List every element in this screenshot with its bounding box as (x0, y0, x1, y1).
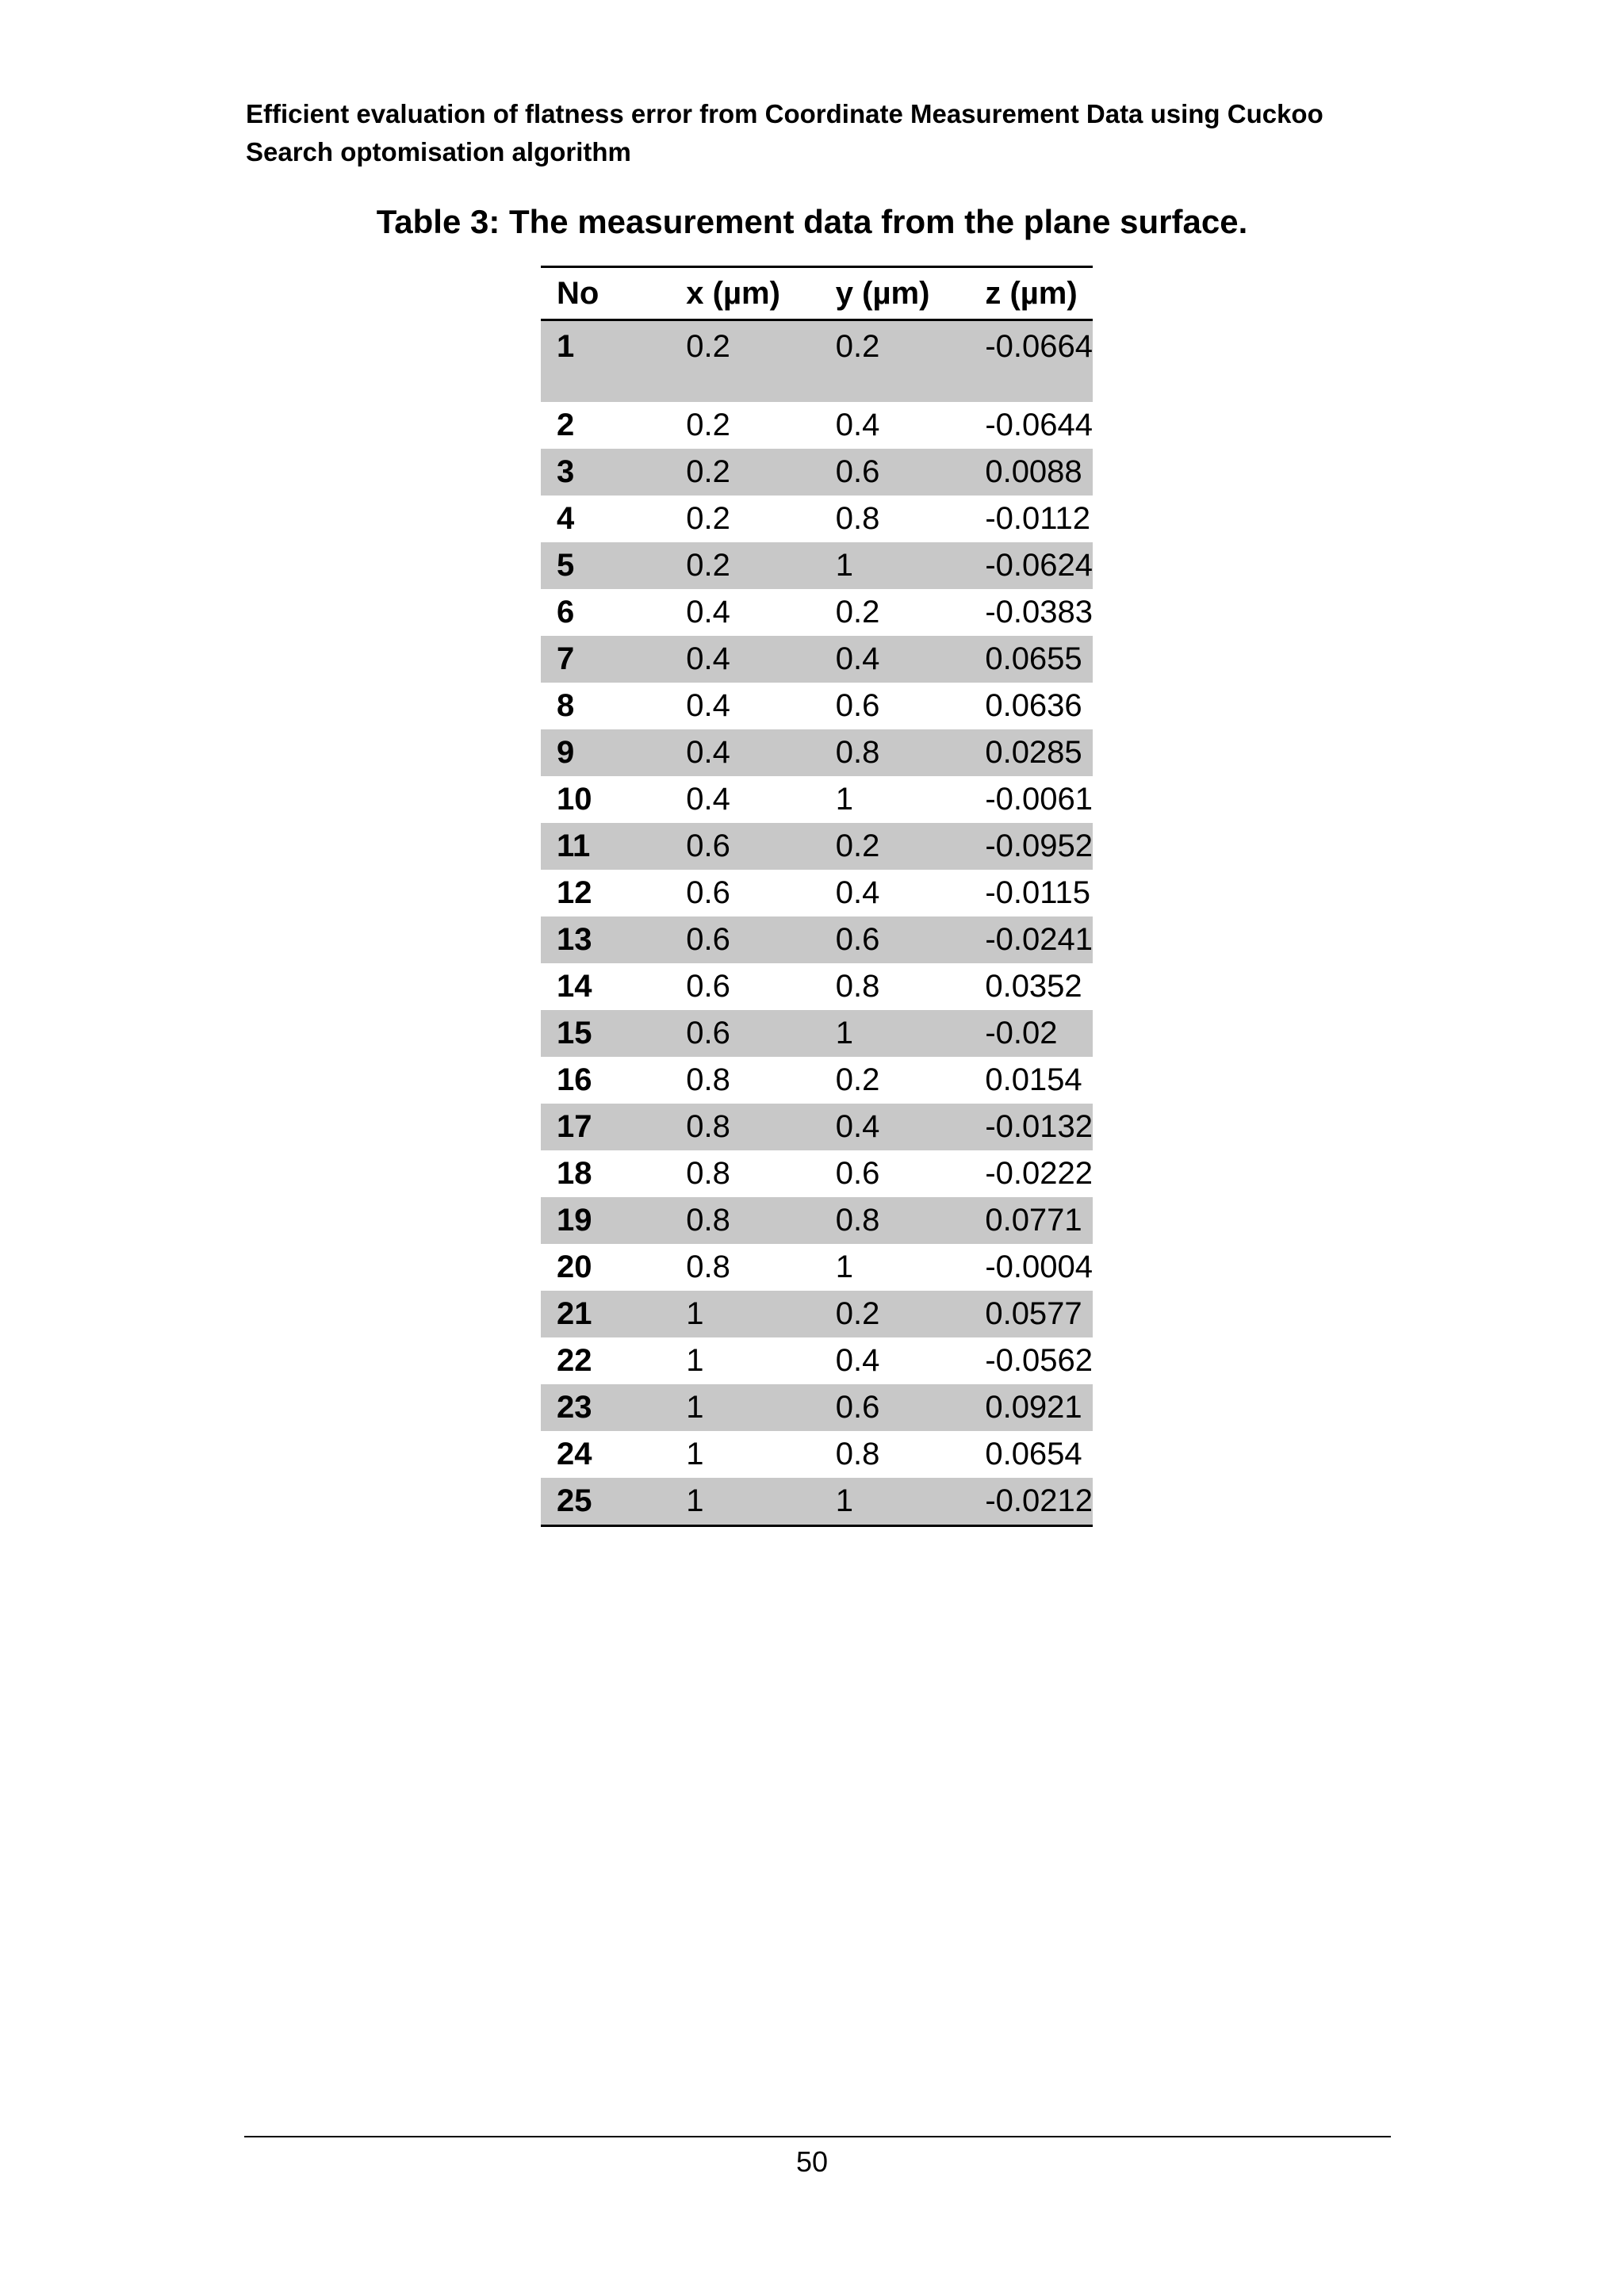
cell-x: 0.4 (686, 688, 730, 723)
table-row (541, 1337, 1093, 1384)
cell-y: 1 (835, 1249, 854, 1284)
cell-x: 0.6 (686, 969, 730, 1004)
cell-z: -0.0061 (985, 782, 1093, 817)
table-header (541, 267, 1093, 320)
table-row (541, 729, 1093, 776)
cell-x: 0.2 (686, 408, 730, 442)
cell-no: 14 (557, 969, 592, 1004)
cell-z: -0.0132 (969, 1104, 1093, 1150)
cell-no: 23 (541, 1384, 670, 1431)
table-row (541, 963, 1093, 1010)
column-header-no: No (541, 267, 670, 320)
cell-y: 0.8 (820, 1197, 970, 1244)
cell-x: 0.8 (686, 1156, 730, 1191)
cell-y: 1 (835, 782, 854, 817)
cell-no: 24 (557, 1437, 592, 1471)
cell-y: 0.2 (820, 1291, 970, 1337)
cell-x: 1 (670, 1291, 820, 1337)
table-row (541, 1150, 1093, 1197)
table-row (541, 1244, 1093, 1291)
cell-no: 12 (557, 875, 592, 910)
cell-x: 0.8 (670, 1104, 820, 1150)
cell-x: 0.2 (670, 449, 820, 496)
cell-no: 22 (557, 1343, 592, 1378)
cell-no: 20 (557, 1249, 592, 1284)
cell-z: -0.0112 (985, 501, 1091, 536)
cell-z: -0.0004 (985, 1249, 1093, 1284)
cell-y: 0.4 (835, 875, 880, 910)
table-row (541, 402, 1093, 449)
cell-z: -0.0241 (969, 916, 1093, 963)
cell-x: 0.8 (686, 1062, 730, 1097)
table-row (541, 636, 1093, 683)
cell-x: 1 (670, 1478, 820, 1526)
cell-x: 0.2 (670, 542, 820, 589)
cell-no: 6 (557, 595, 575, 629)
cell-no: 16 (557, 1062, 592, 1097)
cell-z: 0.0352 (985, 969, 1082, 1004)
cell-x: 0.2 (670, 320, 820, 403)
cell-x: 0.6 (670, 1010, 820, 1057)
cell-no: 3 (541, 449, 670, 496)
cell-z: 0.0154 (985, 1062, 1082, 1097)
cell-z: 0.0771 (969, 1197, 1093, 1244)
cell-z: -0.0212 (969, 1478, 1093, 1526)
table-row (541, 320, 1093, 403)
cell-z: 0.0655 (969, 636, 1093, 683)
table-row (541, 870, 1093, 916)
cell-z: 0.0285 (969, 729, 1093, 776)
cell-x: 0.6 (670, 916, 820, 963)
running-header-line-1: Efficient evaluation of flatness error from Coordinate Measurement Data using Cuckoo (246, 99, 1323, 128)
measurement-data-table (541, 266, 1093, 1527)
column-header-z: z (µm) (969, 267, 1093, 320)
table-row (541, 1197, 1093, 1244)
cell-y: 0.8 (835, 501, 880, 536)
cell-y: 1 (820, 1478, 970, 1526)
table-row (541, 1010, 1093, 1057)
page-number: 50 (795, 2145, 829, 2178)
cell-no: 10 (557, 782, 592, 817)
cell-x: 0.8 (686, 1249, 730, 1284)
cell-no: 13 (541, 916, 670, 963)
cell-x: 0.2 (686, 501, 730, 536)
cell-y: 1 (820, 1010, 970, 1057)
table-row (541, 1384, 1093, 1431)
table-row (541, 1057, 1093, 1104)
cell-z: 0.0654 (985, 1437, 1082, 1471)
cell-no: 8 (557, 688, 575, 723)
cell-y: 0.4 (835, 1343, 880, 1378)
footer-rule (244, 2136, 1391, 2137)
table-row (541, 776, 1093, 823)
table-row (541, 916, 1093, 963)
cell-x: 1 (670, 1384, 820, 1431)
cell-no: 4 (557, 501, 575, 536)
column-header-x: x (µm) (670, 267, 820, 320)
cell-z: -0.0952 (969, 823, 1093, 870)
cell-x: 0.6 (670, 823, 820, 870)
cell-z: -0.0624 (969, 542, 1093, 589)
table-row (541, 1431, 1093, 1478)
running-header (246, 95, 1396, 171)
cell-z: -0.0383 (985, 595, 1093, 629)
table-row (541, 542, 1093, 589)
cell-no: 25 (541, 1478, 670, 1526)
table-header-row (541, 267, 1093, 320)
cell-y: 0.4 (835, 408, 880, 442)
running-header-line-2: Search optomisation algorithm (246, 137, 631, 166)
cell-no: 21 (541, 1291, 670, 1337)
cell-x: 1 (686, 1437, 704, 1471)
table-row (541, 1104, 1093, 1150)
cell-y: 0.2 (835, 595, 880, 629)
cell-y: 0.6 (820, 1384, 970, 1431)
cell-y: 0.4 (820, 636, 970, 683)
cell-y: 0.8 (835, 1437, 880, 1471)
table-row (541, 823, 1093, 870)
cell-z: 0.0636 (985, 688, 1082, 723)
cell-no: 5 (541, 542, 670, 589)
cell-y: 0.2 (835, 1062, 880, 1097)
cell-no: 1 (541, 320, 670, 403)
cell-y: 0.6 (820, 449, 970, 496)
cell-x: 0.4 (670, 636, 820, 683)
cell-no: 11 (541, 823, 670, 870)
cell-y: 0.6 (835, 688, 880, 723)
cell-z: -0.0644 (985, 408, 1093, 442)
cell-y: 0.8 (835, 969, 880, 1004)
cell-no: 2 (557, 408, 575, 442)
cell-no: 9 (541, 729, 670, 776)
table-row (541, 496, 1093, 542)
cell-no: 18 (557, 1156, 592, 1191)
cell-no: 19 (541, 1197, 670, 1244)
cell-no: 7 (541, 636, 670, 683)
cell-z: -0.0115 (985, 875, 1091, 910)
table-row (541, 1478, 1093, 1526)
cell-z: 0.0088 (969, 449, 1093, 496)
cell-x: 0.4 (670, 729, 820, 776)
cell-x: 0.8 (670, 1197, 820, 1244)
cell-y: 0.2 (820, 320, 970, 403)
table-row (541, 1291, 1093, 1337)
table-row (541, 589, 1093, 636)
cell-y: 0.6 (835, 1156, 880, 1191)
table-body (541, 320, 1093, 1526)
cell-y: 0.8 (820, 729, 970, 776)
table-row (541, 683, 1093, 729)
cell-z: -0.0222 (985, 1156, 1093, 1191)
cell-y: 0.2 (820, 823, 970, 870)
cell-z: -0.0562 (985, 1343, 1093, 1378)
cell-x: 0.4 (686, 782, 730, 817)
cell-z: -0.0664 (969, 320, 1093, 403)
cell-z: 0.0577 (969, 1291, 1093, 1337)
table-row (541, 449, 1093, 496)
cell-z: -0.02 (969, 1010, 1093, 1057)
cell-y: 0.6 (820, 916, 970, 963)
cell-no: 15 (541, 1010, 670, 1057)
cell-z: 0.0921 (969, 1384, 1093, 1431)
cell-no: 17 (541, 1104, 670, 1150)
cell-y: 0.4 (820, 1104, 970, 1150)
column-header-y: y (µm) (820, 267, 970, 320)
cell-x: 0.6 (686, 875, 730, 910)
cell-x: 1 (686, 1343, 704, 1378)
cell-y: 1 (820, 542, 970, 589)
table-caption: Table 3: The measurement data from the plane surface. (376, 203, 1248, 240)
cell-x: 0.4 (686, 595, 730, 629)
